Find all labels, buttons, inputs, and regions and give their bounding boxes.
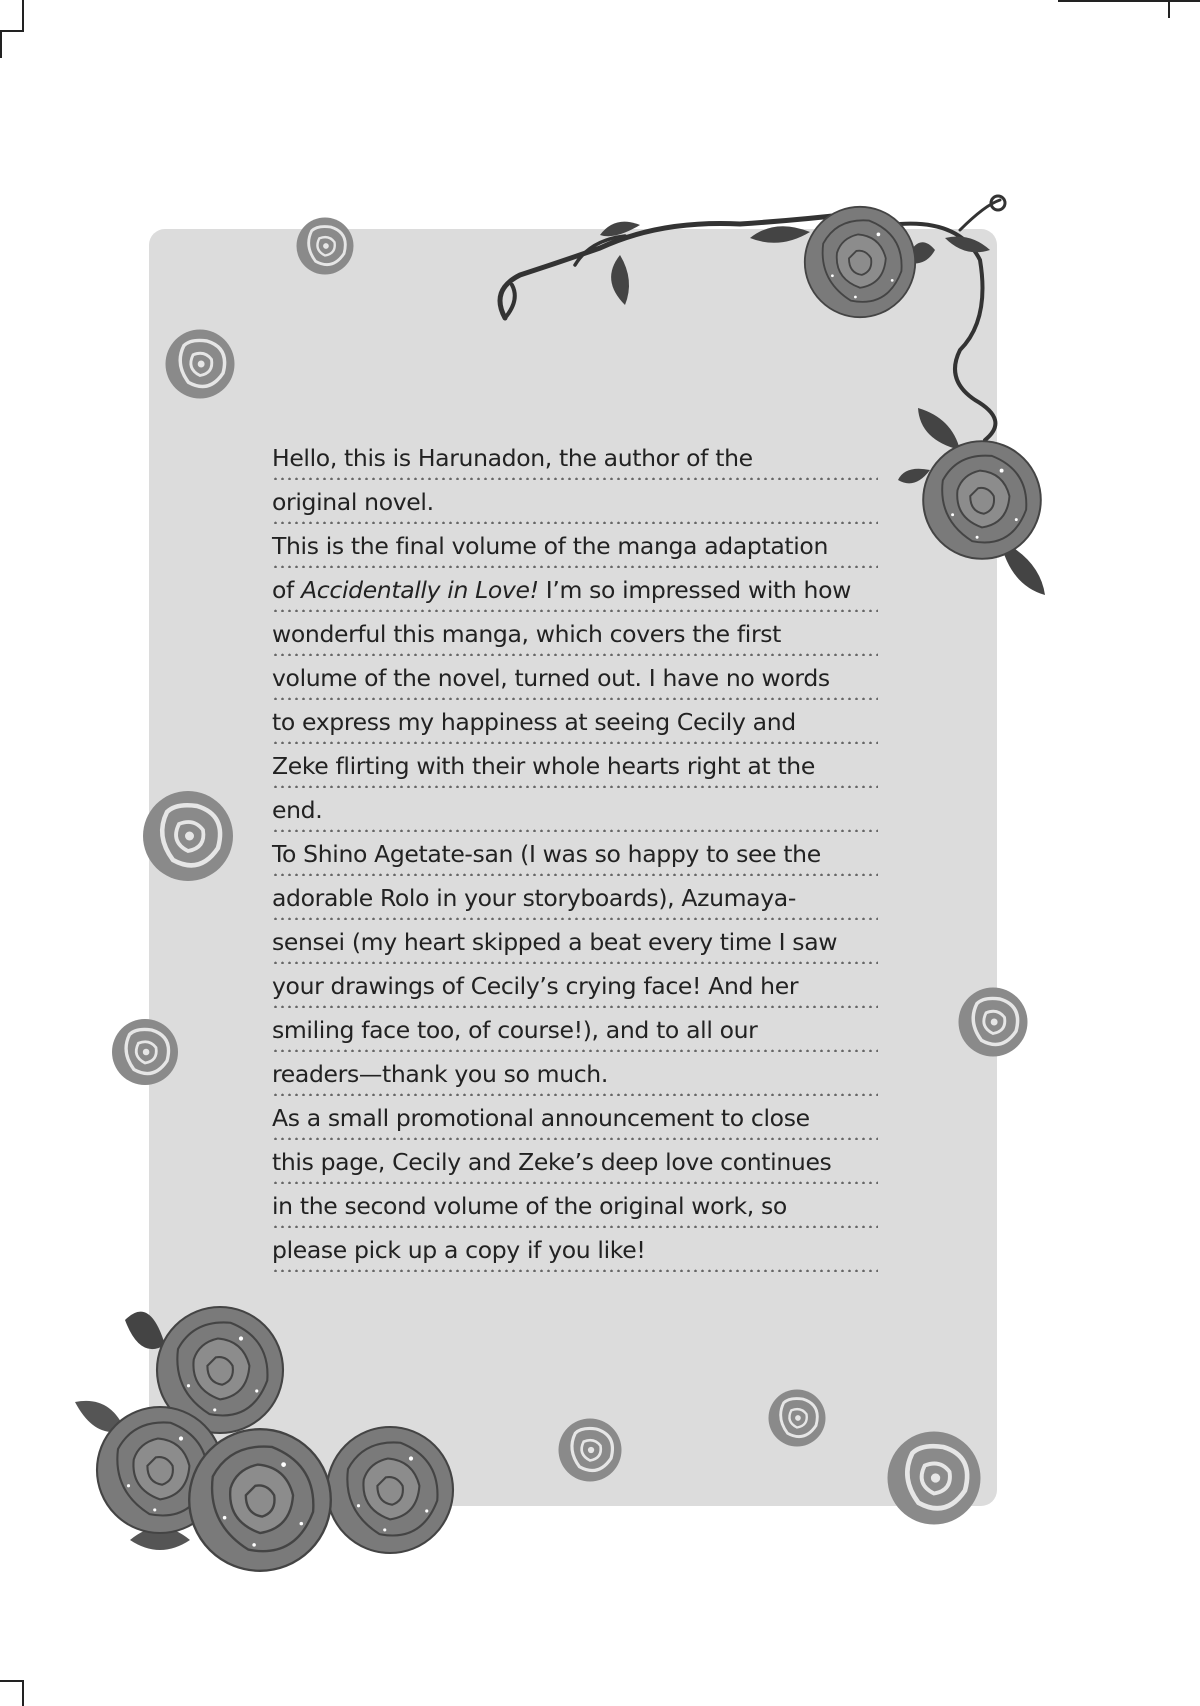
vine-decoration [500,196,1005,440]
text-line: To Shino Agetate-san (I was so happy to see the [272,832,878,876]
large-rose-icon [805,207,915,317]
text-line: your drawings of Cecily’s crying face! And her [272,964,878,1008]
small-rose-icon [888,1432,981,1525]
text-line: please pick up a copy if you like! [272,1228,878,1272]
small-rose-icon [297,218,354,275]
text-line: original novel. [272,480,878,524]
text-line-rest: I’m so impressed with how [545,576,851,604]
large-rose-icon [923,441,1041,559]
text-line: sensei (my heart skipped a beat every time I saw [272,920,878,964]
small-rose-icon [143,791,233,881]
rose-cluster [75,1307,453,1571]
text-line-prefix: of [272,576,302,604]
text-line: Hello, this is Harunadon, the author of the [272,436,878,480]
text-line: volume of the novel, turned out. I have no words [272,656,878,700]
small-rose-icon [559,1419,622,1482]
text-line: to express my happiness at seeing Cecily and [272,700,878,744]
text-line: As a small promotional announcement to close [272,1096,878,1140]
text-line: smiling face too, of course!), and to all our [272,1008,878,1052]
text-line: Zeke flirting with their whole hearts right at the [272,744,878,788]
small-rose-icon [959,988,1028,1057]
small-rose-icon [112,1019,178,1085]
text-line: end. [272,788,878,832]
text-line: adorable Rolo in your storyboards), Azumaya- [272,876,878,920]
afterword-text [272,436,878,1272]
text-line: readers—thank you so much. [272,1052,878,1096]
small-rose-icon [769,1390,826,1447]
text-line [272,568,878,612]
text-line: wonderful this manga, which covers the first [272,612,878,656]
text-line: This is the final volume of the manga adaptation [272,524,878,568]
text-line: in the second volume of the original work, so [272,1184,878,1228]
text-line: this page, Cecily and Zeke’s deep love continues [272,1140,878,1184]
small-rose-icon [166,330,235,399]
book-title: Accidentally in Love! [301,576,539,604]
